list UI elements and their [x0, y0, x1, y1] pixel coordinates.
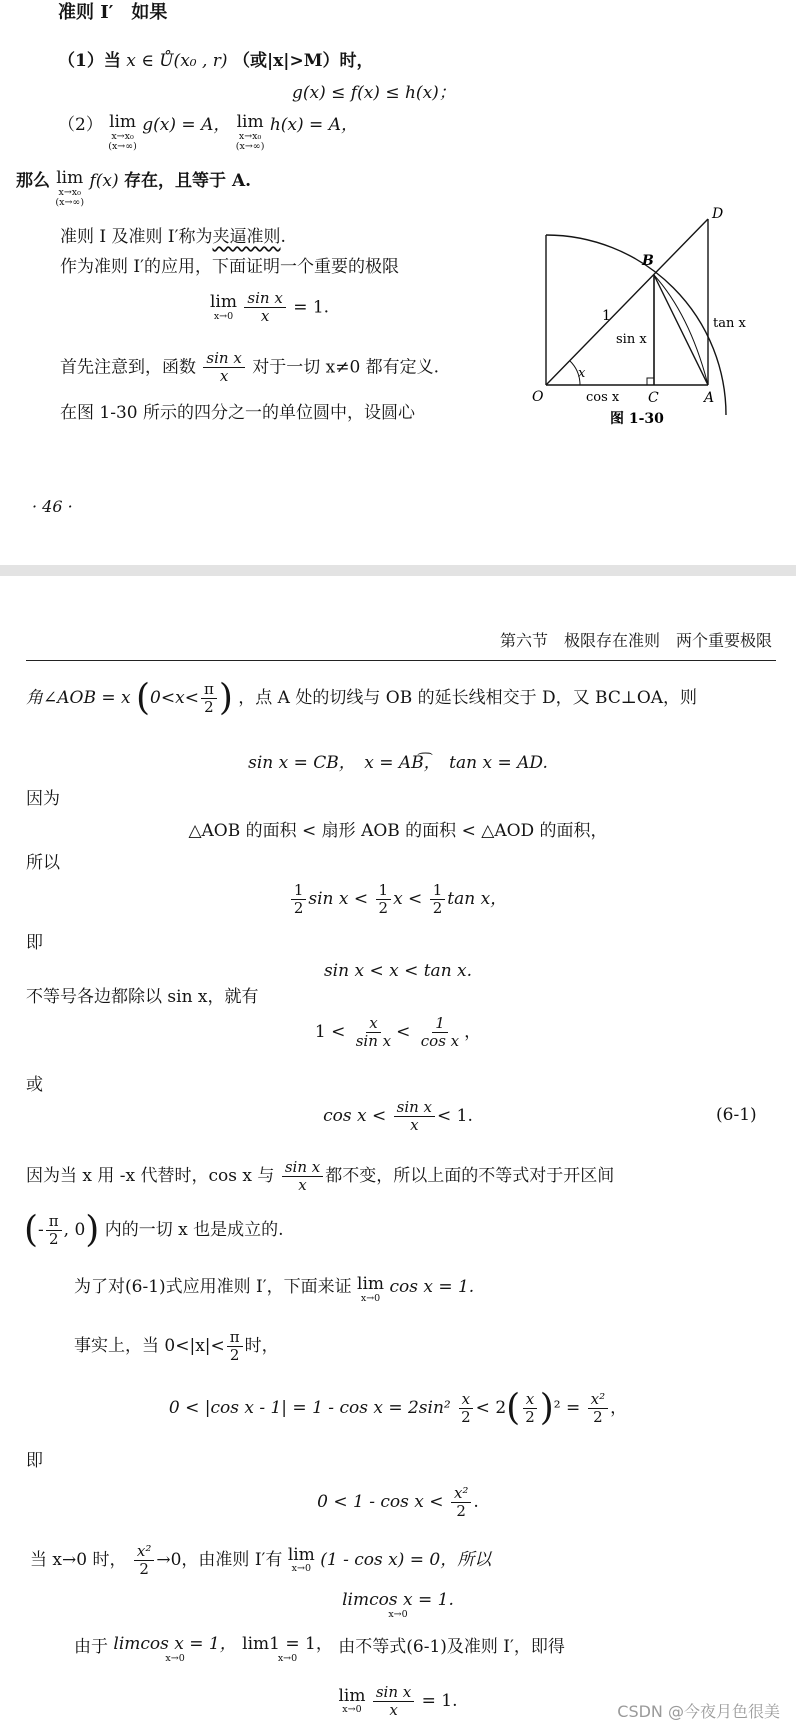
interval-line: (- $\frac{\pi}{2}$ , 0) 内的一切 x 也是成立的. [24, 1209, 284, 1251]
squeeze-theorem-line: 准则 Ⅰ 及准则 Ⅰ′称为夹逼准则. [60, 227, 286, 247]
conclusion-line: 那么 lim x→x₀ (x→∞) f(x) 存在，且等于 A. [16, 168, 252, 208]
important-limit-formula: lim x→0 $\frac{\text{sin x}}{x}$ = 1. [210, 289, 330, 326]
one-minus-cos-inequality: 0 < 1 - cos x < $\frac{\text{x²}}{2}$ . [317, 1483, 479, 1520]
label-radius-1: 1 [602, 308, 611, 324]
segment-OD [546, 219, 708, 385]
final-important-limit: lim x→0 $\frac{\text{sin x}}{x}$ = 1. [338, 1682, 458, 1719]
condition-2: （2） lim x→x₀ (x→∞) g(x) = A， lim x→x₀ (x→∞) h(x) = A， [58, 112, 358, 152]
label-O: O [532, 389, 544, 405]
fact-line: 事实上，当 0<|x|< $\frac{\pi}{2}$ 时， [74, 1327, 279, 1364]
header-rule [26, 660, 776, 661]
therefore-label: 所以 [26, 853, 60, 873]
page-number: · 46 · [32, 497, 73, 516]
or-label: 或 [26, 1075, 43, 1095]
squeeze-term: 夹逼准则 [212, 227, 281, 247]
condition-1-inequality: g(x) ≤ f(x) ≤ h(x)； [292, 83, 456, 103]
page-separator [0, 565, 796, 576]
ie-label-2: 即 [26, 1451, 43, 1471]
unit-circle-figure [530, 205, 760, 430]
equation-6-1: cos x < $\frac{\text{sin x}}{x}$ < 1. [323, 1097, 473, 1134]
half-inequality: $\frac{1}{2}$ sin x < $\frac{1}{2}$ x < $\frac{1}{2}$ tan x， [0, 876, 796, 922]
criterion-title: 准则 Ⅰ′ 如果 [58, 2, 168, 23]
book-page-46 [0, 0, 796, 565]
circle-line: 在图 1-30 所示的四分之一的单位圆中，设圆心 [60, 403, 415, 423]
label-cosx: cos x [586, 390, 620, 405]
cos-chain-inequality: 0 < |cos x - 1| = 1 - cos x = 2sin² $\frac{x}{2}$ < 2( $\frac{x}{2}$ )² = $\frac{\text{x²}}{2}$ ， [168, 1387, 628, 1429]
limit-cos-equals-one: limcos x = 1. x→0 [342, 1590, 454, 1620]
running-header: 第六节 极限存在准则 两个重要极限 [499, 631, 772, 650]
csdn-watermark: CSDN @今夜月色很美 [617, 1702, 780, 1721]
book-page-47 [0, 576, 796, 1732]
defined-line: 首先注意到，函数 $\frac{\text{sin x}}{x}$ 对于一切 x≠0 都有定义. [60, 349, 440, 386]
label-tanx: tan x [713, 316, 746, 331]
area-comparison-line: △AOB 的面积 < 扇形 AOB 的面积 < △AOD 的面积， [188, 821, 608, 841]
label-C: C [648, 390, 659, 406]
divide-line: 不等号各边都除以 sin x，就有 [26, 987, 259, 1007]
tend-line: 当 x→0 时， $\frac{\text{x²}}{2}$ →0，由准则 Ⅰ′有 lim x→0 (1 - cos x) = 0，所以 [30, 1541, 492, 1578]
label-A: A [704, 390, 715, 406]
condition-1: （1）当 x ∈ Ů(x₀ , r) （或|x|>M）时， [58, 51, 374, 71]
label-D: D [712, 206, 724, 222]
apply-line: 为了对(6-1)式应用准则 Ⅰ′，下面来证 lim x→0 cos x = 1. [74, 1274, 475, 1304]
simple-inequality: sin x < x < tan x. [323, 961, 473, 981]
equation-tag: (6-1) [716, 1105, 757, 1125]
angle-line: 角∠AOB = x (0<x< $\frac{\pi}{2}$ ) ，点 A 处的切线与 OB 的延长线相交于 D，又 BC⊥OA，则 [26, 677, 698, 719]
label-B: B [642, 253, 654, 269]
because-label: 因为 [26, 789, 60, 809]
label-sinx: sin x [616, 332, 647, 347]
quarter-circle-arc [546, 235, 726, 415]
replace-line: 因为当 x 用 -x 代替时，cos x 与 $\frac{\text{sin x}}{x}$ 都不变，所以上面的不等式对于开区间 [26, 1157, 615, 1194]
label-x: x [578, 366, 586, 381]
ie-label-1: 即 [26, 933, 43, 953]
divided-inequality: 1 < $\frac{x}{\text{sin x}}$ < $\frac{1}{\text{cos x}}$ ， [314, 1013, 482, 1050]
definitions-line: sin x = CB， x = AB͡， tan x = AD. [248, 753, 548, 773]
application-line: 作为准则 Ⅰ′的应用，下面证明一个重要的极限 [60, 257, 399, 277]
right-angle-mark [647, 378, 654, 385]
figure-caption: 图 1-30 [610, 411, 664, 427]
final-reasoning-line: 由于 limcos x = 1， x→0 lim1 = 1， x→0 由不等式(6-1)及准则 Ⅰ′，即得 [74, 1634, 565, 1664]
segment-BA [654, 275, 708, 385]
